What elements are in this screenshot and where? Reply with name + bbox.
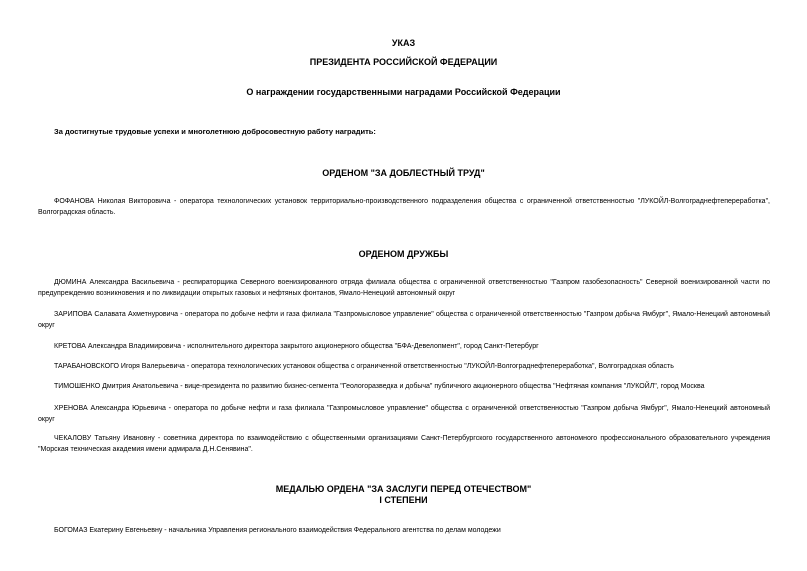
section-title-merit-medal: МЕДАЛЬЮ ОРДЕНА "ЗА ЗАСЛУГИ ПЕРЕД ОТЕЧЕСТВОМ"	[275, 484, 532, 494]
section-title-friendship: ОРДЕНОМ ДРУЖБЫ	[358, 249, 449, 259]
document-title: УКАЗ	[391, 38, 416, 48]
document-subtitle: ПРЕЗИДЕНТА РОССИЙСКОЙ ФЕДЕРАЦИИ	[309, 57, 498, 67]
document-heading: О награждении государственными наградами Российской Федерации	[246, 87, 561, 97]
award-entry: ЗАРИПОВА Салавата Ахметнуровича - оператора по добыче нефти и газа филиала "Газпромысловое управление" общества с ограниченной ответственностью "Газпром добыча Ямбург", Ямало-Ненецкий автономный округ	[38, 311, 770, 329]
award-entry: ТИМОШЕНКО Дмитрия Анатольевича - вице-президента по развитию бизнес-сегмента "Геологоразведка и добыча" публичного акционерного общества "Нефтяная компания "ЛУКОЙЛ", город Москва	[54, 383, 705, 390]
award-entry: ФОФАНОВА Николая Викторовича - оператора технологических установок территориально-производственного подразделения общества с ограниченной ответственностью "ЛУКОЙЛ-Волгограднефтепереработка", Волгоградская область.	[38, 198, 770, 216]
award-entry: ТАРАБАНОВСКОГО Игоря Валерьевича - оператора технологических установок общества с ограниченной ответственностью "ЛУКОЙЛ-Волгограднефтепереработка", Волгоградская область	[54, 363, 674, 370]
award-entry: ДЮМИНА Александра Васильевича - респираторщика Северного военизированного отряда филиала общества с ограниченной ответственностью "Газпром газобезопасность" Северной военизированной части по предупреждению возникновения и по ликвидации открытых газовых и нефтяных фонтанов, Ямало-Ненецкий автономный округ	[38, 279, 770, 297]
section-title-valiant-labor: ОРДЕНОМ "ЗА ДОБЛЕСТНЫЙ ТРУД"	[322, 168, 485, 178]
award-entry: БОГОМАЗ Екатерину Евгеньевну - начальника Управления регионального взаимодействия Федерального агентства по делам молодежи	[54, 527, 501, 534]
intro-text: За достигнутые трудовые успехи и многолетнюю добросовестную работу наградить:	[54, 127, 376, 136]
award-entry: ХРЕНОВА Александра Юрьевича - оператора по добыче нефти и газа филиала "Газпромысловое управление" общества с ограниченной ответственностью "Газпром добыча Ямбург", Ямало-Ненецкий автономный округ	[38, 405, 770, 423]
section-title-merit-medal-degree: I СТЕПЕНИ	[379, 495, 428, 505]
award-entry: ЧЕКАЛОВУ Татьяну Ивановну - советника директора по взаимодействию с общественными организациями Санкт-Петербургского государственного автономного профессионального образовательного учреждения "Морская техническая академия имени адмирала Д.Н.Сенявина".	[38, 435, 770, 453]
award-entry: КРЕТОВА Александра Владимировича - исполнительного директора закрытого акционерного общества "БФА-Девелопмент", город Санкт-Петербург	[54, 343, 539, 350]
